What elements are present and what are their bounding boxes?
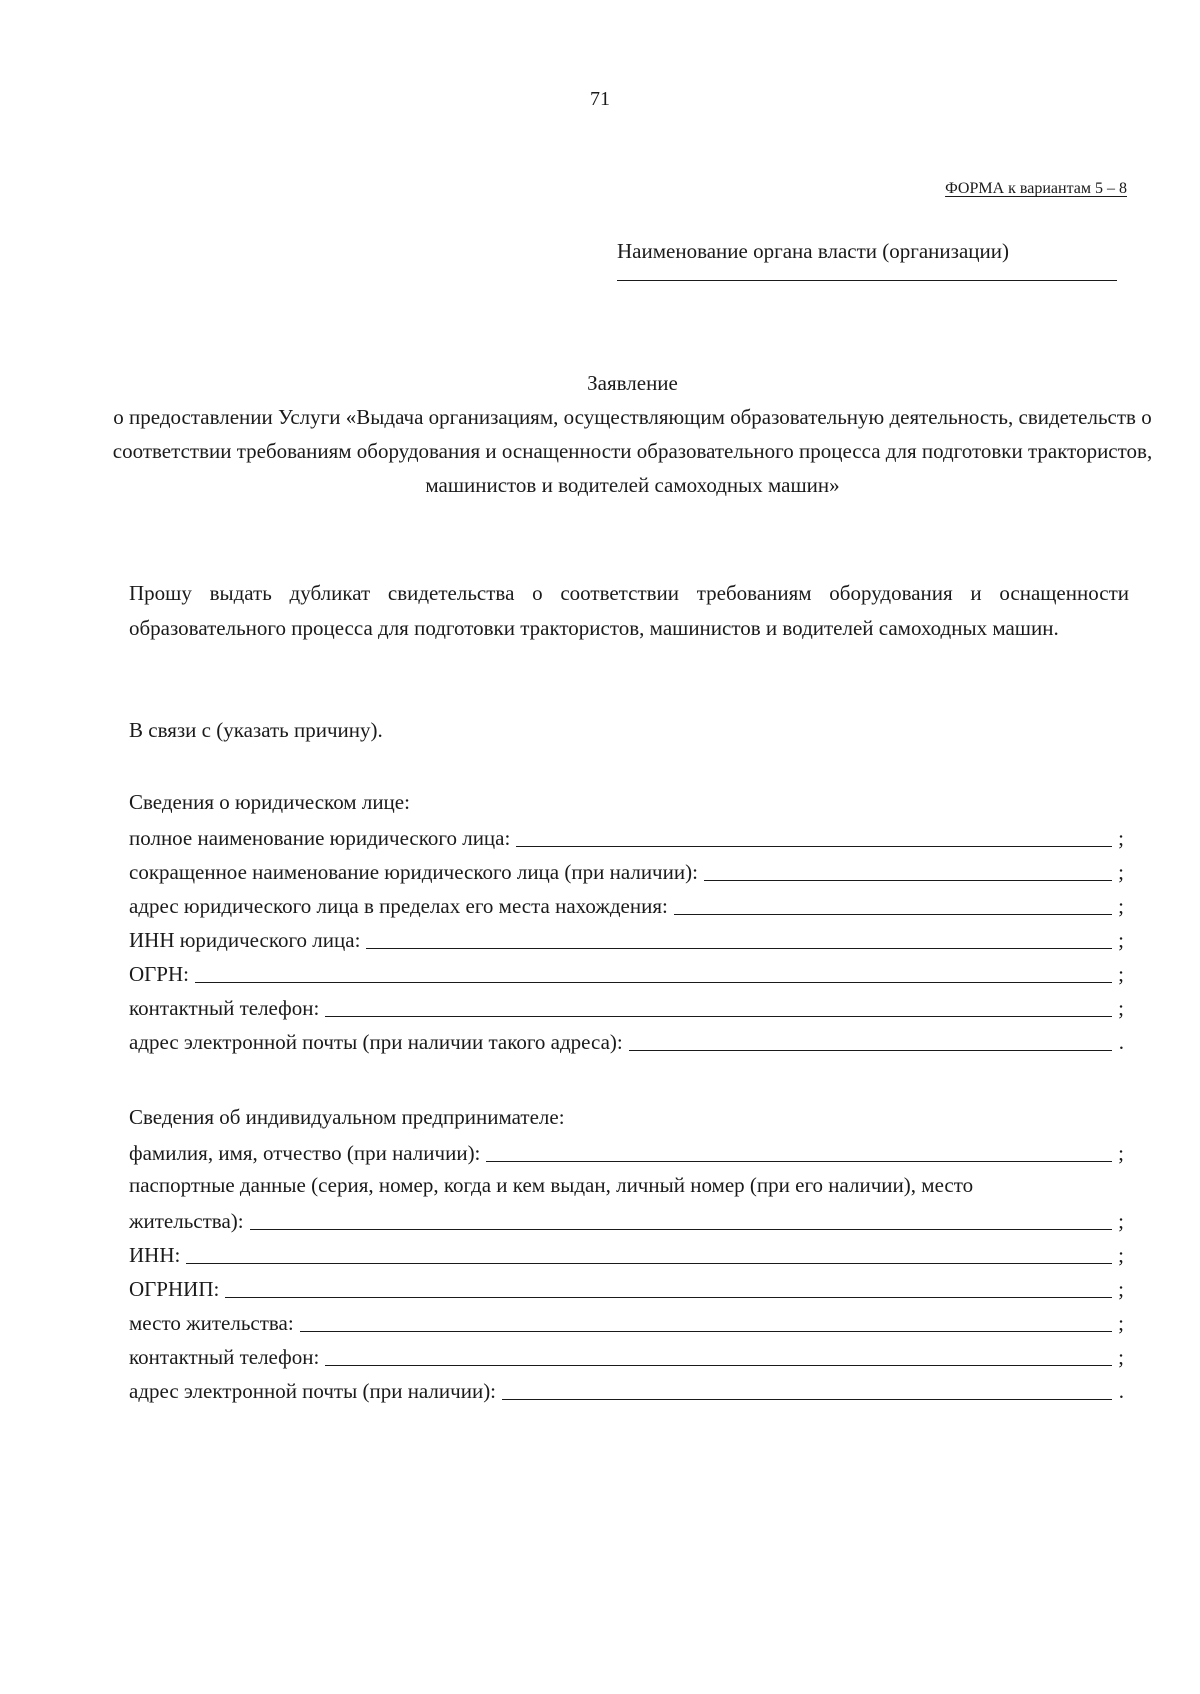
legal-inn-input-line[interactable] — [366, 922, 1112, 949]
legal-entity-heading: Сведения о юридическом лице: — [129, 790, 410, 814]
individual-entrepreneur-heading: Сведения об индивидуальном предпринимателе: — [129, 1105, 565, 1129]
field-terminator: ; — [1118, 1209, 1124, 1233]
field-terminator: ; — [1118, 894, 1124, 918]
ip-full-name-input-line[interactable] — [486, 1135, 1112, 1162]
legal-address-input-line[interactable] — [674, 888, 1112, 915]
field-terminator: . — [1118, 1379, 1124, 1403]
reason-paragraph: В связи с (указать причину). — [129, 718, 383, 742]
ip-email-field — [129, 1372, 1124, 1406]
field-terminator: . — [1118, 1030, 1124, 1054]
field-label: адрес юридического лица в пределах его места нахождения: — [129, 894, 668, 918]
legal-phone-field — [129, 989, 1124, 1023]
field-terminator: ; — [1118, 860, 1124, 884]
field-label: контактный телефон: — [129, 996, 320, 1020]
legal-email-input-line[interactable] — [629, 1024, 1112, 1051]
field-label: место жительства: — [129, 1311, 294, 1335]
form-reference: ФОРМА к вариантам 5 – 8 — [945, 180, 1127, 197]
field-label: ОГРН: — [129, 962, 189, 986]
statement-subtitle: о предоставлении Услуги «Выдача организациям, осуществляющим образовательную деятельность, свидетельств о соответствии требованиям оборудования и оснащенности образовательного процесса для подготовки трактористов, машинистов и водителей самоходных машин» — [112, 405, 1153, 497]
ip-passport-input-line[interactable] — [250, 1203, 1112, 1230]
field-label: ИНН: — [129, 1243, 181, 1267]
ip-inn-field — [129, 1236, 1124, 1270]
legal-email-field — [129, 1023, 1124, 1057]
authority-label: Наименование органа власти (организации) — [617, 239, 1009, 263]
field-label: сокращенное наименование юридического лица (при наличии): — [129, 860, 698, 884]
legal-phone-input-line[interactable] — [325, 990, 1112, 1017]
request-paragraph: Прошу выдать дубликат свидетельства о соответствии требованиям оборудования и оснащенности образовательного процесса для подготовки трактористов, машинистов и водителей самоходных машин. — [129, 581, 1129, 640]
statement-heading: Заявление — [587, 371, 678, 395]
ip-ogrnip-input-line[interactable] — [225, 1271, 1112, 1298]
ip-passport-field — [129, 1202, 1124, 1236]
field-terminator: ; — [1118, 1345, 1124, 1369]
field-label: контактный телефон: — [129, 1345, 320, 1369]
legal-full-name-input-line[interactable] — [516, 820, 1112, 847]
ip-phone-field — [129, 1338, 1124, 1372]
field-terminator: ; — [1118, 962, 1124, 986]
field-terminator: ; — [1118, 1243, 1124, 1267]
legal-ogrn-input-line[interactable] — [195, 956, 1112, 983]
field-label: адрес электронной почты (при наличии): — [129, 1379, 497, 1403]
field-terminator: ; — [1118, 928, 1124, 952]
ip-residence-input-line[interactable] — [300, 1305, 1112, 1332]
legal-full-name-field — [129, 819, 1124, 853]
field-label: ОГРНИП: — [129, 1277, 220, 1301]
authority-input-line[interactable] — [617, 280, 1117, 281]
legal-ogrn-field — [129, 955, 1124, 989]
field-terminator: ; — [1118, 996, 1124, 1020]
ip-email-input-line[interactable] — [502, 1373, 1112, 1400]
legal-entity-section — [129, 785, 1124, 1057]
statement-title — [100, 366, 1165, 502]
field-label: полное наименование юридического лица: — [129, 826, 511, 850]
field-terminator: ; — [1118, 1277, 1124, 1301]
field-label: фамилия, имя, отчество (при наличии): — [129, 1141, 481, 1165]
field-terminator: ; — [1118, 1141, 1124, 1165]
ip-ogrnip-field — [129, 1270, 1124, 1304]
page-number: 71 — [590, 88, 610, 110]
ip-residence-field — [129, 1304, 1124, 1338]
ip-inn-input-line[interactable] — [186, 1237, 1112, 1264]
ip-passport-label: паспортные данные (серия, номер, когда и кем выдан, личный номер (при его наличии), место — [129, 1173, 974, 1197]
legal-short-name-input-line[interactable] — [704, 854, 1112, 881]
legal-short-name-field — [129, 853, 1124, 887]
individual-entrepreneur-section — [129, 1100, 1124, 1406]
authority-block — [617, 236, 1117, 281]
field-label: ИНН юридического лица: — [129, 928, 361, 952]
legal-inn-field — [129, 921, 1124, 955]
field-label: жительства): — [129, 1209, 244, 1233]
field-label: адрес электронной почты (при наличии такого адреса): — [129, 1030, 623, 1054]
ip-full-name-field — [129, 1134, 1124, 1168]
legal-address-field — [129, 887, 1124, 921]
ip-phone-input-line[interactable] — [325, 1339, 1112, 1366]
field-terminator: ; — [1118, 1311, 1124, 1335]
field-terminator: ; — [1118, 826, 1124, 850]
